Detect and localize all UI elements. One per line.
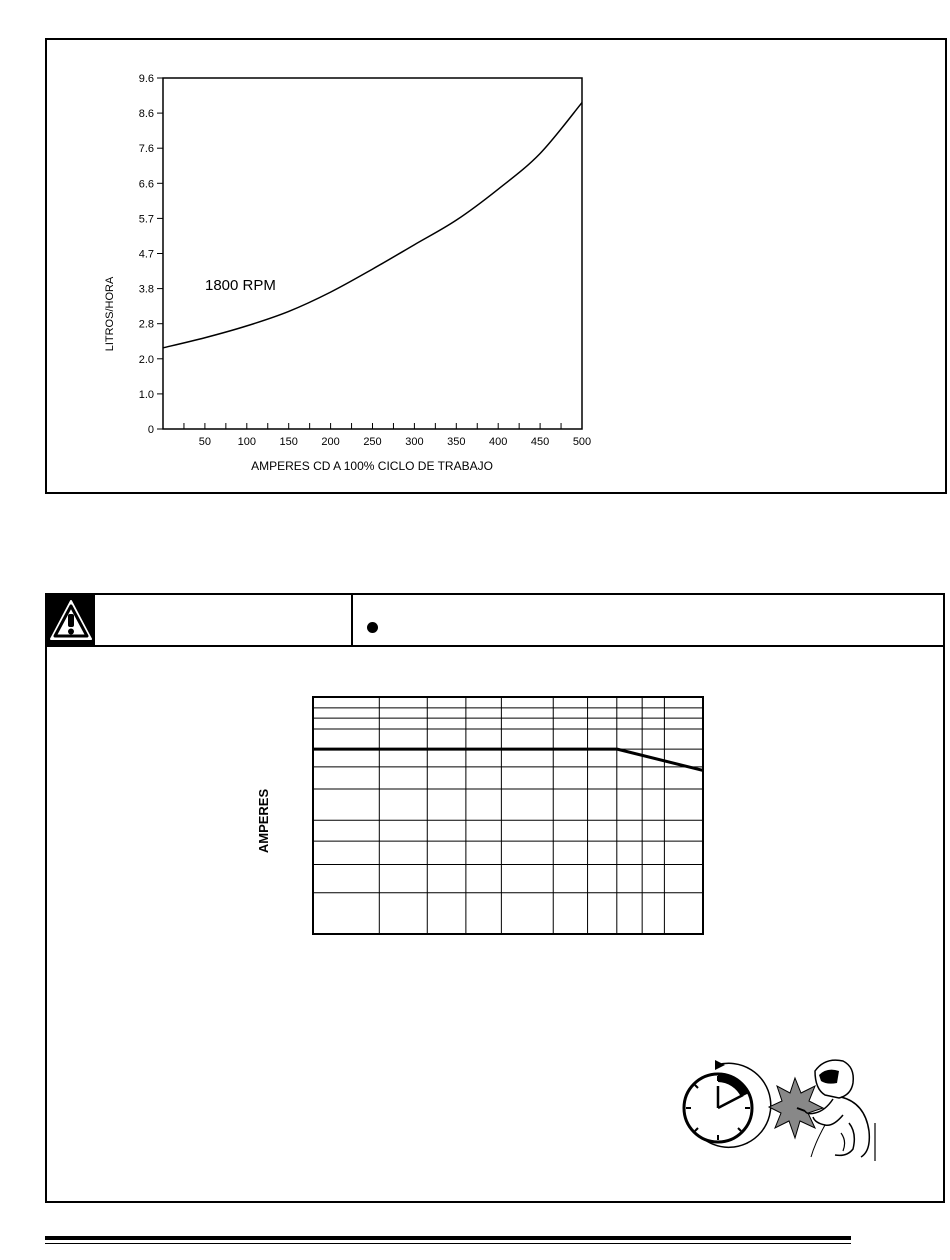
- x-tick-label: 350: [447, 436, 466, 448]
- plot-frame: [313, 697, 703, 934]
- x-tick-label: 300: [405, 436, 424, 448]
- y-tick-label: 1.0: [138, 388, 154, 401]
- warning-triangle-icon: [47, 595, 95, 645]
- y-tick-label: 4.7: [138, 248, 154, 261]
- x-tick-label: 100: [237, 436, 256, 448]
- plot-frame: [163, 78, 582, 429]
- footer-rule-thin: [45, 1243, 851, 1244]
- warning-header: [47, 595, 943, 647]
- duty-cycle-panel: [45, 593, 945, 1203]
- header-divider: [351, 595, 353, 645]
- footer-rule: [45, 1236, 851, 1240]
- x-tick-label: 450: [530, 436, 550, 448]
- y-axis-label: LITROS/HORA: [104, 276, 116, 352]
- x-tick-label: 400: [489, 436, 508, 448]
- bullet-icon: [367, 622, 378, 633]
- x-tick-label: 200: [321, 436, 340, 448]
- duty-cycle-illustration: [665, 1053, 885, 1163]
- y-tick-label: 7.6: [138, 143, 154, 156]
- y-tick-label: 6.6: [138, 178, 154, 191]
- y-tick-label: 2.0: [138, 353, 154, 366]
- rpm-annotation: 1800 RPM: [205, 277, 276, 294]
- warning-icon-cell: [47, 595, 95, 645]
- y-tick-label: 2.8: [138, 318, 154, 331]
- duty-cycle-clock-icon: [684, 1060, 771, 1147]
- fuel-consumption-chart: [47, 40, 945, 492]
- welder-operator-icon: [769, 1060, 875, 1161]
- fuel-consumption-curve: [163, 103, 582, 348]
- x-tick-label: 50: [198, 436, 212, 448]
- x-tick-label: 150: [279, 436, 298, 448]
- y-tick-label: 8.6: [138, 108, 154, 121]
- x-tick-label: 500: [572, 436, 592, 448]
- x-axis-label: AMPERES CD A 100% CICLO DE TRABAJO: [251, 459, 493, 473]
- y-tick-label: 3.8: [138, 283, 154, 296]
- fuel-consumption-panel: [45, 38, 947, 494]
- y-tick-label: 9.6: [138, 73, 154, 85]
- y-tick-label: 5.7: [138, 213, 154, 226]
- y-tick-label: 0: [147, 424, 154, 436]
- x-tick-label: 250: [363, 436, 382, 448]
- y-axis-label: AMPERES: [256, 788, 271, 854]
